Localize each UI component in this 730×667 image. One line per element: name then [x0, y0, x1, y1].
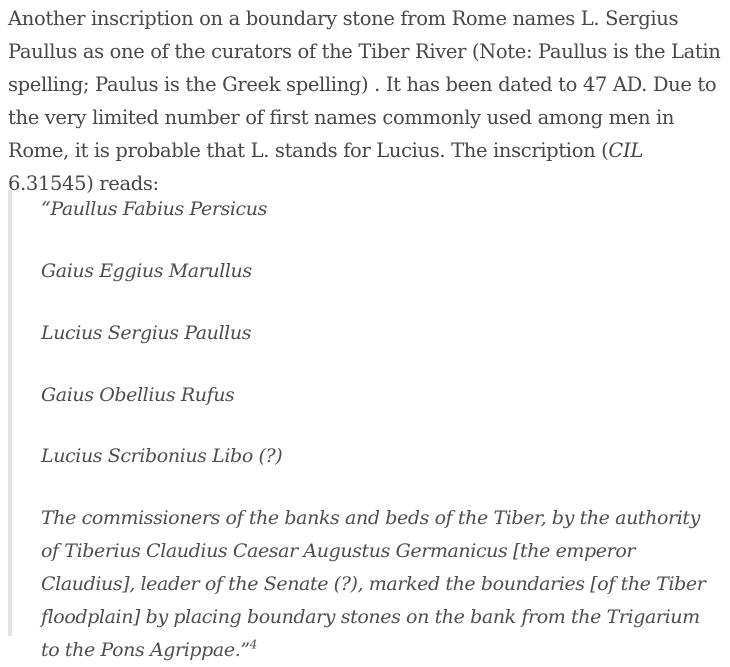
quote-name-4: Gaius Obellius Rufus [41, 384, 235, 406]
quote-paragraph-text: The commissioners of the banks and beds of the Tiber, by the authority of Tiberius Claudius Caesar Augustus Germanicus [the emperor Claudius], leader of the Senate (?), marked the boundaries [of the Tiber floodplain] by placing boundary stones on the bank from the Trigarium to the Pons Agrippae.” [41, 507, 706, 661]
quote-name-5: Lucius Scribonius Libo (?) [41, 445, 283, 467]
quote-name-2: Gaius Eggius Marullus [41, 260, 252, 282]
quote-paragraph [41, 502, 721, 667]
intro-cite: CIL [608, 139, 643, 162]
quote-name-3: Lucius Sergius Paullus [41, 322, 252, 344]
intro-text-after: 6.31545) reads: [8, 172, 159, 195]
footnote-marker[interactable]: 4 [249, 637, 257, 652]
intro-text-before: Another inscription on a boundary stone from Rome names L. Sergius Paullus as one of the curators of the Tiber River (Note: Paullus is the Latin spelling; Paulus is the Greek spelling) . It has been dated to 47 AD. Due to the very limited number of first names commonly used among men in Rome, it is probable that L. stands for Lucius. The inscription ( [8, 7, 721, 162]
blockquote [8, 190, 720, 661]
quote-name-1: “Paullus Fabius Persicus [41, 198, 267, 220]
intro-paragraph [0, 0, 730, 200]
